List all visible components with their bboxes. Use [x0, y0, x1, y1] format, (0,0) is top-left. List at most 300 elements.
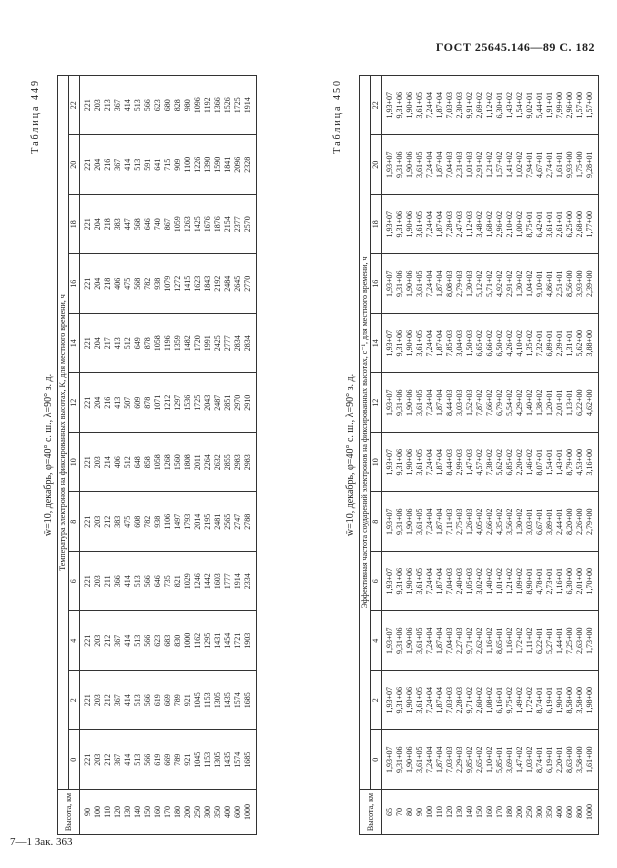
value-cell: 1100	[183, 135, 193, 195]
value-cell: 1415	[183, 254, 193, 314]
value-cell: 740	[153, 195, 163, 255]
value-cell: 3,03+03	[455, 373, 465, 433]
value-cell: 2983	[243, 433, 257, 493]
value-cell: 4,10+02	[515, 314, 525, 374]
value-cell: 9,31+06	[395, 314, 405, 374]
value-cell: 2834	[243, 314, 257, 374]
value-cell: 367	[113, 730, 123, 790]
value-cell: 8,74+01	[535, 730, 545, 790]
table-449-hours-row	[69, 76, 80, 835]
value-cell: 5,62+02	[495, 433, 505, 493]
value-cell: 1,93+07	[382, 254, 396, 314]
value-cell: 2,28+03	[455, 671, 465, 731]
value-cell: 7,24+04	[425, 135, 435, 195]
table-row	[143, 76, 153, 835]
value-cell: 9,31+06	[395, 492, 405, 552]
value-cell: 566	[143, 552, 153, 612]
value-cell: 2043	[203, 373, 213, 433]
value-cell: 7,24+04	[425, 730, 435, 790]
value-cell: 2,01+00	[575, 552, 585, 612]
hour-header: 20	[371, 135, 382, 195]
value-cell: 2,61+01	[555, 195, 565, 255]
altitude-cell: 300	[203, 790, 213, 835]
value-cell: 221	[80, 314, 94, 374]
value-cell: 1305	[213, 671, 223, 731]
value-cell: 938	[153, 254, 163, 314]
value-cell: 1,03+02	[525, 730, 535, 790]
value-cell: 1295	[203, 611, 213, 671]
table-row	[535, 76, 545, 835]
value-cell: 2,51+01	[555, 254, 565, 314]
table-450-subheader: Эффективная частота соударений электронов на фиксированных высотах, с⁻¹, для местного времени, ч	[360, 76, 371, 790]
value-cell: 1,16+02	[505, 611, 515, 671]
value-cell: 648	[133, 433, 143, 493]
value-cell: 4,57+02	[475, 433, 485, 493]
value-cell: 1903	[243, 611, 257, 671]
value-cell: 1,72+02	[515, 611, 525, 671]
value-cell: 513	[133, 611, 143, 671]
altitude-cell: 170	[163, 790, 173, 835]
value-cell: 3,16+00	[585, 433, 599, 493]
value-cell: 9,31+06	[395, 195, 405, 255]
value-cell: 213	[103, 76, 113, 136]
table-450-name: Таблица 450	[332, 79, 343, 154]
value-cell: 2264	[203, 433, 213, 493]
value-cell: 7,28+03	[445, 195, 455, 255]
altitude-cell: 90	[415, 790, 425, 835]
table-row	[193, 76, 203, 835]
value-cell: 2,74+01	[545, 135, 555, 195]
value-cell: 1297	[173, 373, 183, 433]
value-cell: 2,20+01	[555, 730, 565, 790]
value-cell: 1,87+04	[435, 671, 445, 731]
altitude-cell: 250	[525, 790, 535, 835]
value-cell: 1,30+03	[465, 254, 475, 314]
value-cell: 2,96+02	[495, 195, 505, 255]
value-cell: 2565	[223, 492, 233, 552]
value-cell: 4,26+02	[505, 314, 515, 374]
altitude-cell: 600	[565, 790, 575, 835]
value-cell: 1574	[233, 730, 243, 790]
value-cell: 566	[143, 671, 153, 731]
value-cell: 7,24+04	[425, 254, 435, 314]
value-cell: 8,08+03	[445, 254, 455, 314]
value-cell: 3,61+05	[415, 552, 425, 612]
value-cell: 1,93+07	[382, 135, 396, 195]
value-cell: 5,12+02	[475, 254, 485, 314]
altitude-cell: 140	[133, 790, 143, 835]
value-cell: 221	[80, 254, 94, 314]
value-cell: 3,61+05	[415, 195, 425, 255]
value-cell: 212	[103, 492, 113, 552]
value-cell: 921	[183, 730, 193, 790]
value-cell: 8,20+00	[565, 492, 575, 552]
value-cell: 203	[93, 76, 103, 136]
value-cell: 1841	[223, 135, 233, 195]
value-cell: 221	[80, 135, 94, 195]
value-cell: 1,11+02	[525, 611, 535, 671]
value-cell: 1,73+00	[585, 611, 599, 671]
value-cell: 1808	[183, 433, 193, 493]
value-cell: 1045	[193, 671, 203, 731]
value-cell: 221	[80, 433, 94, 493]
table-row	[435, 76, 445, 835]
value-cell: 203	[93, 492, 103, 552]
value-cell: 3,03+01	[525, 492, 535, 552]
value-cell: 1,68+02	[485, 195, 495, 255]
value-cell: 1,90+06	[405, 314, 415, 374]
value-cell: 221	[80, 611, 94, 671]
altitude-cell: 150	[475, 790, 485, 835]
value-cell: 1096	[193, 76, 203, 136]
value-cell: 507	[123, 373, 133, 433]
value-cell: 414	[123, 730, 133, 790]
value-cell: 513	[133, 552, 143, 612]
value-cell: 3,61+05	[415, 611, 425, 671]
value-cell: 4,29+02	[515, 373, 525, 433]
value-cell: 212	[103, 611, 113, 671]
table-449-grid	[57, 75, 257, 835]
value-cell: 513	[133, 671, 143, 731]
table-row	[455, 76, 465, 835]
value-cell: 1,01+02	[495, 552, 505, 612]
table-row	[80, 76, 94, 835]
value-cell: 1435	[223, 671, 233, 731]
value-cell: 6,30+00	[565, 552, 575, 612]
value-cell: 8,75+01	[525, 195, 535, 255]
value-cell: 1268	[163, 433, 173, 493]
value-cell: 1,77+00	[585, 195, 599, 255]
altitude-cell: 1000	[585, 790, 599, 835]
value-cell: 1,57+00	[575, 76, 585, 136]
value-cell: 1482	[183, 314, 193, 374]
value-cell: 1162	[193, 611, 203, 671]
value-cell: 414	[123, 671, 133, 731]
table-row	[585, 76, 599, 835]
value-cell: 1,38+02	[535, 373, 545, 433]
value-cell: 2851	[223, 373, 233, 433]
value-cell: 2,39+01	[555, 314, 565, 374]
table-449	[30, 75, 257, 835]
value-cell: 3,04+03	[455, 314, 465, 374]
value-cell: 2747	[233, 492, 243, 552]
value-cell: 1,46+02	[525, 433, 535, 493]
value-cell: 1497	[173, 492, 183, 552]
value-cell: 1560	[173, 433, 183, 493]
value-cell: 1,04+02	[525, 254, 535, 314]
value-cell: 211	[103, 552, 113, 612]
value-cell: 1685	[243, 730, 257, 790]
value-cell: 1058	[153, 314, 163, 374]
value-cell: 6,30+01	[495, 76, 505, 136]
value-cell: 8,44+03	[445, 433, 455, 493]
value-cell: 367	[113, 135, 123, 195]
value-cell: 2,29+03	[455, 730, 465, 790]
value-cell: 3,88+00	[585, 314, 599, 374]
value-cell: 1,35+02	[525, 314, 535, 374]
value-cell: 1,08+02	[485, 671, 495, 731]
hour-header: 22	[69, 76, 80, 136]
value-cell: 5,54+02	[505, 373, 515, 433]
value-cell: 4,62+00	[585, 373, 599, 433]
value-cell: 1,54+02	[515, 76, 525, 136]
value-cell: 938	[153, 492, 163, 552]
value-cell: 1,47+03	[465, 433, 475, 493]
value-cell: 7,25+00	[565, 611, 575, 671]
value-cell: 1,93+07	[382, 314, 396, 374]
altitude-cell: 350	[545, 790, 555, 835]
value-cell: 2788	[243, 492, 257, 552]
altitude-cell: 130	[123, 790, 133, 835]
value-cell: 1,02+02	[515, 135, 525, 195]
value-cell: 4,67+01	[535, 135, 545, 195]
value-cell: 8,56+00	[565, 254, 575, 314]
table-450-corner: Высота, км	[360, 790, 382, 835]
value-cell: 2632	[213, 433, 223, 493]
value-cell: 2,75+03	[455, 492, 465, 552]
value-cell: 608	[133, 492, 143, 552]
altitude-cell: 350	[213, 790, 223, 835]
value-cell: 7,24+04	[425, 433, 435, 493]
value-cell: 1,90+06	[405, 611, 415, 671]
value-cell: 1,87+04	[435, 611, 445, 671]
value-cell: 1,05+03	[465, 552, 475, 612]
value-cell: 566	[143, 611, 153, 671]
value-cell: 2487	[213, 373, 223, 433]
value-cell: 7,94+01	[525, 135, 535, 195]
value-cell: 383	[113, 195, 123, 255]
table-row	[103, 76, 113, 835]
table-449-caption: w̄=10, декабрь, φ=40° с. ш., λ=90° з. д.	[43, 373, 54, 537]
table-row	[203, 76, 213, 835]
value-cell: 216	[103, 373, 113, 433]
value-cell: 2777	[223, 314, 233, 374]
table-row	[425, 76, 435, 835]
value-cell: 6,67+01	[535, 492, 545, 552]
value-cell: 4,53+00	[575, 433, 585, 493]
table-row	[515, 76, 525, 835]
value-cell: 2,27+03	[455, 611, 465, 671]
value-cell: 680	[163, 76, 173, 136]
value-cell: 9,31+06	[395, 671, 405, 731]
altitude-cell: 180	[505, 790, 515, 835]
value-cell: 1153	[203, 730, 213, 790]
hour-header: 8	[371, 492, 382, 552]
value-cell: 9,85+02	[465, 730, 475, 790]
value-cell: 3,61+05	[415, 433, 425, 493]
value-cell: 7,24+04	[425, 552, 435, 612]
value-cell: 2,91+02	[505, 254, 515, 314]
value-cell: 8,07+01	[535, 433, 545, 493]
altitude-cell: 100	[93, 790, 103, 835]
table-row	[565, 76, 575, 835]
value-cell: 1,40+02	[485, 552, 495, 612]
value-cell: 1,87+04	[435, 373, 445, 433]
table-450	[332, 75, 599, 835]
value-cell: 7,04+03	[445, 552, 455, 612]
value-cell: 1,12+03	[465, 195, 475, 255]
value-cell: 1,01+03	[465, 135, 475, 195]
value-cell: 204	[93, 135, 103, 195]
value-cell: 6,16+01	[495, 671, 505, 731]
value-cell: 2096	[233, 135, 243, 195]
value-cell: 623	[153, 611, 163, 671]
value-cell: 7,03+03	[445, 730, 455, 790]
value-cell: 980	[183, 76, 193, 136]
value-cell: 414	[123, 552, 133, 612]
value-cell: 1,75+00	[575, 135, 585, 195]
table-row	[575, 76, 585, 835]
value-cell: 1,98+00	[585, 671, 599, 731]
hour-header: 14	[371, 314, 382, 374]
value-cell: 683	[163, 611, 173, 671]
value-cell: 867	[163, 195, 173, 255]
value-cell: 512	[123, 314, 133, 374]
altitude-cell: 200	[183, 790, 193, 835]
altitude-cell: 400	[555, 790, 565, 835]
altitude-cell: 150	[143, 790, 153, 835]
value-cell: 2,30+03	[455, 76, 465, 136]
value-cell: 1,41+02	[505, 135, 515, 195]
value-cell: 1536	[183, 373, 193, 433]
value-cell: 7,24+04	[425, 671, 435, 731]
value-cell: 1,93+07	[382, 373, 396, 433]
value-cell: 828	[173, 76, 183, 136]
value-cell: 5,44+01	[535, 76, 545, 136]
value-cell: 1676	[203, 195, 213, 255]
value-cell: 782	[143, 254, 153, 314]
hour-header: 10	[371, 433, 382, 493]
value-cell: 4,92+02	[495, 254, 505, 314]
value-cell: 1721	[233, 611, 243, 671]
value-cell: 513	[133, 76, 143, 136]
value-cell: 9,10+01	[535, 254, 545, 314]
value-cell: 619	[153, 730, 163, 790]
altitude-cell: 180	[173, 790, 183, 835]
value-cell: 1,93+07	[382, 492, 396, 552]
value-cell: 1,70+00	[585, 552, 599, 612]
table-row	[555, 76, 565, 835]
altitude-cell: 800	[575, 790, 585, 835]
value-cell: 3,61+05	[415, 373, 425, 433]
altitude-cell: 120	[113, 790, 123, 835]
value-cell: 566	[143, 730, 153, 790]
page-header: ГОСТ 25645.146—89 С. 182	[435, 40, 595, 54]
value-cell: 1,93+07	[382, 730, 396, 790]
table-449-corner: Высота, км	[58, 790, 80, 835]
value-cell: 1435	[223, 730, 233, 790]
value-cell: 1366	[213, 76, 223, 136]
table-row	[153, 76, 163, 835]
table-row	[382, 76, 396, 835]
hour-header: 22	[371, 76, 382, 136]
value-cell: 1359	[173, 314, 183, 374]
value-cell: 1,90+01	[555, 671, 565, 731]
value-cell: 2154	[223, 195, 233, 255]
value-cell: 2970	[233, 373, 243, 433]
value-cell: 204	[93, 254, 103, 314]
value-cell: 7,03+03	[445, 671, 455, 731]
value-cell: 475	[123, 254, 133, 314]
table-450-grid	[359, 75, 599, 835]
altitude-cell: 80	[405, 790, 415, 835]
value-cell: 203	[93, 730, 103, 790]
value-cell: 2481	[213, 492, 223, 552]
value-cell: 3,61+05	[415, 492, 425, 552]
value-cell: 609	[133, 373, 143, 433]
value-cell: 221	[80, 552, 94, 612]
value-cell: 221	[80, 492, 94, 552]
value-cell: 1,93+07	[382, 552, 396, 612]
value-cell: 2,26+00	[575, 492, 585, 552]
value-cell: 3,61+05	[415, 730, 425, 790]
value-cell: 1071	[153, 373, 163, 433]
value-cell: 669	[163, 730, 173, 790]
value-cell: 2,96+00	[565, 76, 575, 136]
value-cell: 641	[153, 135, 163, 195]
table-row	[525, 76, 535, 835]
value-cell: 8,44+03	[445, 373, 455, 433]
value-cell: 1720	[193, 314, 203, 374]
value-cell: 1272	[173, 254, 183, 314]
value-cell: 2983	[233, 433, 243, 493]
value-cell: 6,25+00	[565, 195, 575, 255]
value-cell: 204	[93, 195, 103, 255]
value-cell: 9,71+02	[465, 671, 475, 731]
value-cell: 2855	[223, 433, 233, 493]
value-cell: 413	[113, 373, 123, 433]
value-cell: 7,04+03	[445, 611, 455, 671]
value-cell: 7,24+04	[425, 373, 435, 433]
value-cell: 1,16+01	[555, 552, 565, 612]
table-row	[485, 76, 495, 835]
value-cell: 921	[183, 671, 193, 731]
value-cell: 1603	[213, 552, 223, 612]
value-cell: 1,26+03	[465, 492, 475, 552]
altitude-cell: 300	[535, 790, 545, 835]
value-cell: 1196	[163, 314, 173, 374]
value-cell: 1,30+02	[515, 492, 525, 552]
value-cell: 212	[103, 730, 113, 790]
value-cell: 646	[143, 195, 153, 255]
value-cell: 1106	[163, 492, 173, 552]
value-cell: 3,02+02	[475, 552, 485, 612]
value-cell: 212	[103, 671, 113, 731]
value-cell: 4,78+01	[535, 552, 545, 612]
value-cell: 414	[123, 76, 133, 136]
table-row	[163, 76, 173, 835]
value-cell: 9,31+06	[395, 611, 405, 671]
value-cell: 591	[143, 135, 153, 195]
value-cell: 8,79+00	[565, 433, 575, 493]
value-cell: 9,31+06	[395, 433, 405, 493]
value-cell: 1,30+02	[515, 254, 525, 314]
page-footer: 7—1 Зак. 363	[10, 836, 73, 848]
value-cell: 3,61+01	[545, 195, 555, 255]
value-cell: 7,66+02	[485, 373, 495, 433]
value-cell: 1,61+00	[585, 730, 599, 790]
value-cell: 3,93+00	[575, 254, 585, 314]
altitude-cell: 600	[233, 790, 243, 835]
value-cell: 1,87+04	[435, 314, 445, 374]
value-cell: 221	[80, 76, 94, 136]
value-cell: 878	[143, 373, 153, 433]
value-cell: 414	[123, 135, 133, 195]
value-cell: 789	[173, 671, 183, 731]
value-cell: 7,24+04	[425, 314, 435, 374]
value-cell: 2645	[233, 254, 243, 314]
value-cell: 878	[143, 314, 153, 374]
